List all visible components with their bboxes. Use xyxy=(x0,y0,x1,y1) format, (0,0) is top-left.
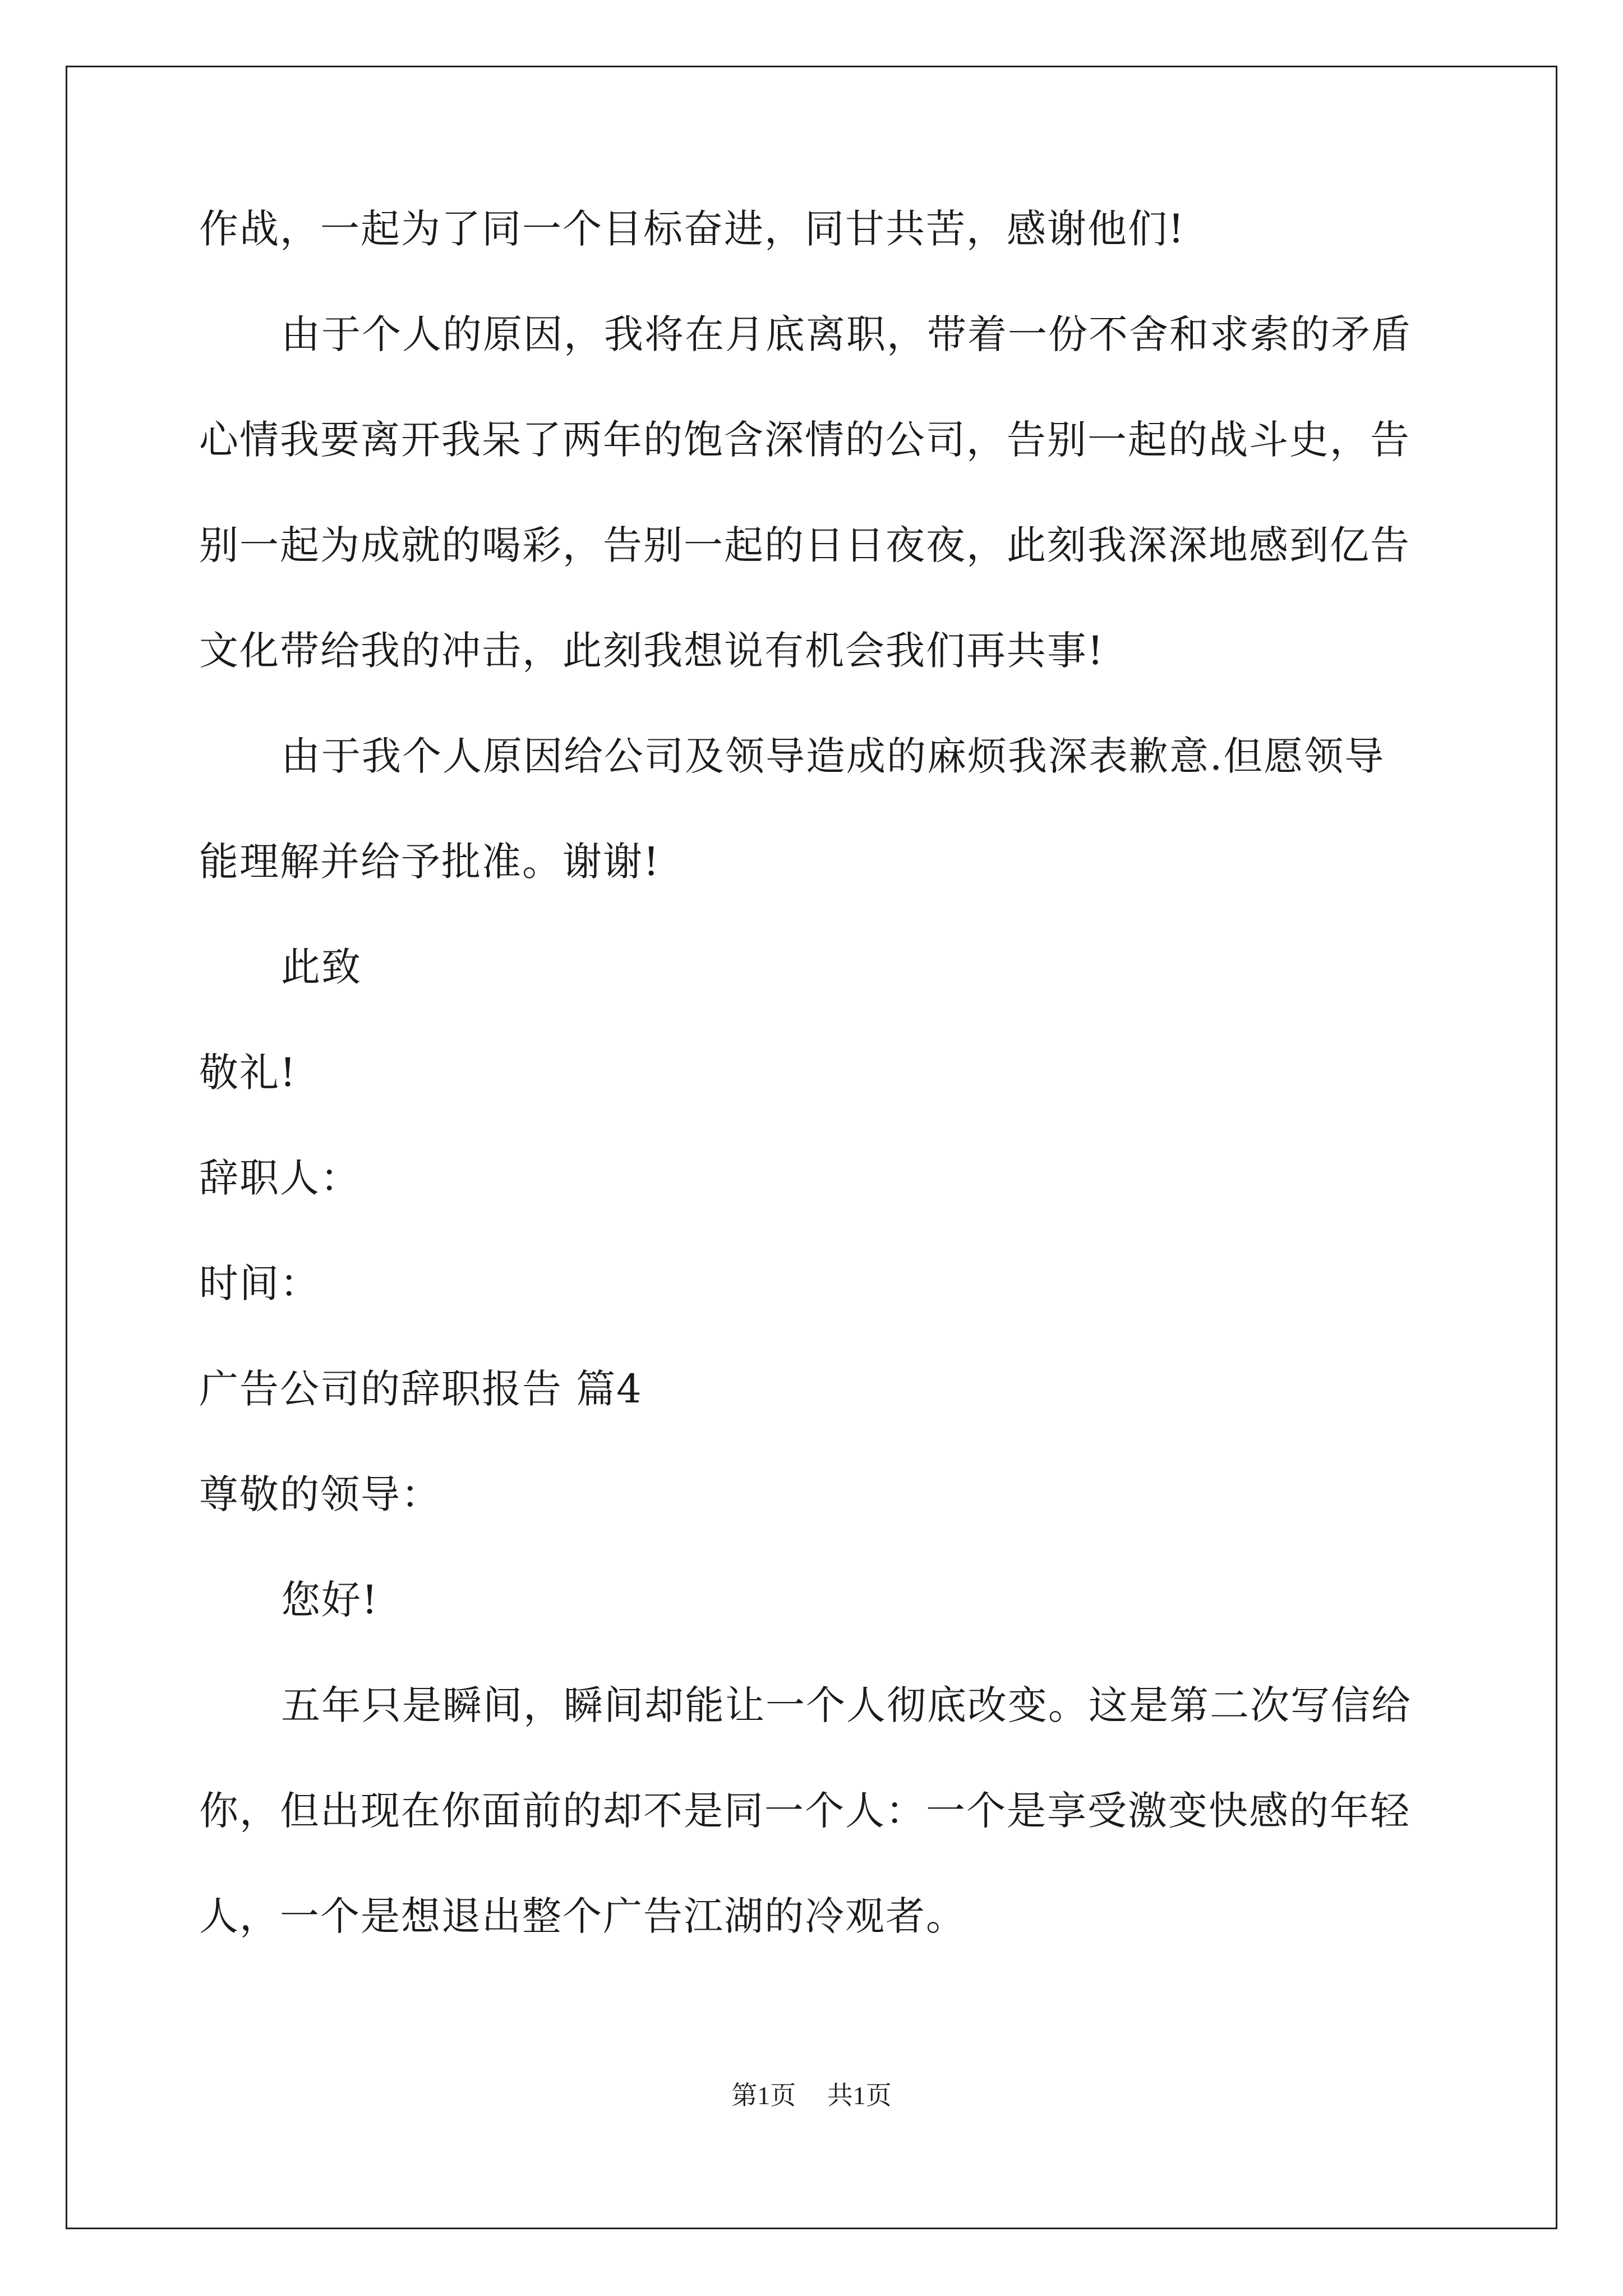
document-body xyxy=(199,202,1430,1995)
body-line: 别一起为成就的喝彩，告别一起的日日夜夜，此刻我深深地感到亿告 xyxy=(199,522,1410,568)
body-line: 你，但出现在你面前的却不是同一个人：一个是享受激变快感的年轻 xyxy=(199,1788,1410,1834)
page-footer xyxy=(0,2079,1623,2113)
body-line: 人，一个是想退出整个广告江湖的冷观者。 xyxy=(199,1893,966,1939)
page-number-total: 共1页 xyxy=(827,2081,892,2110)
page-number-current: 第1页 xyxy=(731,2081,796,2110)
body-line: 心情我要离开我呆了两年的饱含深情的公司，告别一起的战斗史，告 xyxy=(199,417,1410,463)
body-line: 由于我个人原因给公司及领导造成的麻烦我深表歉意.但愿领导 xyxy=(281,733,1385,779)
body-line: 五年只是瞬间，瞬间却能让一个人彻底改变。这是第二次写信给 xyxy=(281,1682,1412,1728)
body-line: 能理解并给予批准。谢谢! xyxy=(199,839,661,885)
closing-line: 此致 xyxy=(281,944,362,990)
signer-label: 辞职人： xyxy=(199,1155,361,1201)
date-label: 时间： xyxy=(199,1260,320,1306)
greeting-line: 您好! xyxy=(281,1577,379,1623)
body-line: 由于个人的原因，我将在月底离职，带着一份不舍和求索的矛盾 xyxy=(281,311,1412,357)
greeting-line: 尊敬的领导： xyxy=(199,1471,441,1517)
body-line: 作战，一起为了同一个目标奋进，同甘共苦，感谢他们! xyxy=(199,206,1186,252)
body-line: 文化带给我的冲击，此刻我想说有机会我们再共事! xyxy=(199,628,1105,674)
section-heading: 广告公司的辞职报告 篇4 xyxy=(199,1366,643,1412)
salutation-line: 敬礼! xyxy=(199,1050,297,1096)
